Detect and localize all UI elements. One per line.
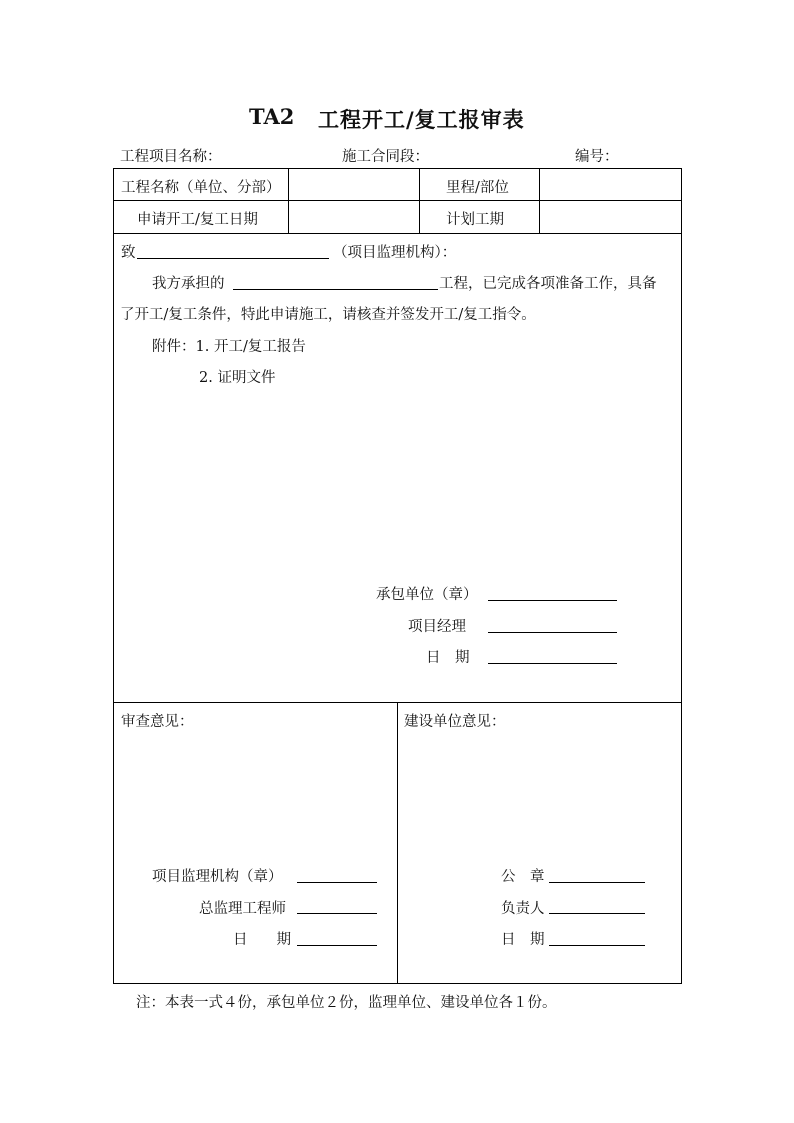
project-manager-label: 项目经理 — [408, 619, 466, 635]
project-name-cell-label: 工程名称（单位、分部） — [121, 180, 281, 196]
column-divider — [539, 168, 540, 233]
responsible-person-label: 负责人 — [501, 901, 545, 917]
form-title: 工程开工/复工报审表 — [318, 107, 525, 132]
official-seal-line[interactable] — [549, 882, 645, 883]
project-name-label: 工程项目名称： — [120, 149, 222, 165]
row-divider — [113, 233, 682, 234]
number-label: 编号： — [575, 149, 619, 165]
project-manager-signature-line[interactable] — [488, 632, 617, 633]
review-date-label: 日 期 — [233, 932, 291, 948]
column-divider — [419, 168, 420, 233]
contractor-signature-line[interactable] — [488, 600, 617, 601]
owner-date-line[interactable] — [549, 945, 645, 946]
supervisor-org-blank[interactable] — [137, 258, 329, 259]
para-start: 我方承担的 — [152, 276, 225, 292]
review-date-line[interactable] — [297, 945, 377, 946]
supervisor-seal-label: 项目监理机构（章） — [152, 869, 283, 885]
attachment-2: 2. 证明文件 — [199, 370, 276, 386]
footnote: 注：本表一式４份，承包单位２份，监理单位、建设单位各１份。 — [136, 995, 557, 1011]
start-date-label: 申请开工/复工日期 — [137, 212, 258, 228]
contractor-label: 承包单位（章） — [376, 587, 478, 603]
chief-engineer-label: 总监理工程师 — [199, 901, 286, 917]
application-date-line[interactable] — [488, 663, 617, 664]
undertaken-project-blank[interactable] — [233, 289, 438, 290]
para-mid: 工程，已完成各项准备工作，具备 — [439, 276, 657, 292]
form-code: TA2 — [249, 104, 295, 129]
supervisor-seal-line[interactable] — [297, 882, 377, 883]
application-date-label: 日 期 — [426, 650, 470, 666]
planned-duration-label: 计划工期 — [446, 212, 504, 228]
chief-engineer-signature-line[interactable] — [297, 913, 377, 914]
official-seal-label: 公 章 — [501, 869, 545, 885]
row-divider — [113, 200, 682, 201]
responsible-person-line[interactable] — [549, 913, 645, 914]
mileage-location-label: 里程/部位 — [446, 180, 509, 196]
attachments-label: 附件：1. 开工/复工报告 — [152, 339, 306, 355]
to-prefix: 致 — [121, 245, 136, 261]
para-line2: 了开工/复工条件，特此申请施工，请核查并签发开工/复工指令。 — [120, 307, 536, 323]
to-suffix: （项目监理机构）： — [333, 245, 457, 261]
column-divider — [288, 168, 289, 233]
review-opinion-heading: 审查意见： — [121, 714, 194, 730]
owner-date-label: 日 期 — [501, 932, 545, 948]
owner-opinion-heading: 建设单位意见： — [404, 714, 506, 730]
contract-section-label: 施工合同段： — [342, 149, 429, 165]
column-divider — [397, 702, 398, 984]
